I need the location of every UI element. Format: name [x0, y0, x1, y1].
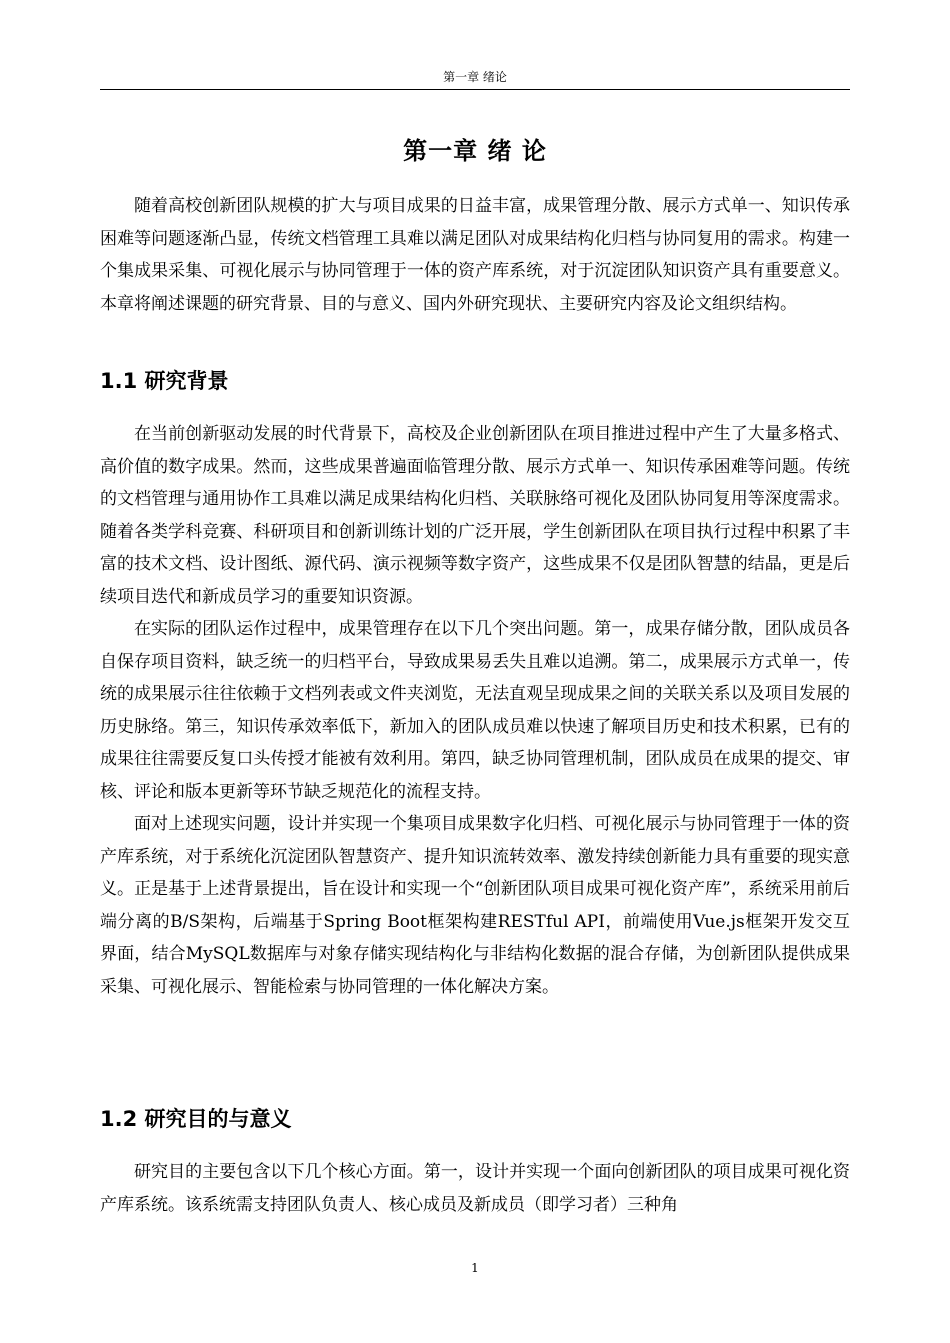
section-1-2-body	[100, 1156, 850, 1221]
body-paragraph: 研究目的主要包含以下几个核心方面。第一，设计并实现一个面向创新团队的项目成果可视化资产库系统。该系统需支持团队负责人、核心成员及新成员（即学习者）三种角	[100, 1162, 850, 1215]
section-heading-1-1: 1.1 研究背景	[100, 369, 229, 393]
section-heading-1-2: 1.2 研究目的与意义	[100, 1107, 292, 1131]
header-rule	[100, 89, 850, 90]
body-paragraph: 在当前创新驱动发展的时代背景下，高校及企业创新团队在项目推进过程中产生了大量多格式、高价值的数字成果。然而，这些成果普遍面临管理分散、展示方式单一、知识传承困难等问题。传统的文档管理与通用协作工具难以满足成果结构化归档、关联脉络可视化及团队协同复用等深度需求。随着各类学科竞赛、科研项目和创新训练计划的广泛开展，学生创新团队在项目执行过程中积累了丰富的技术文档、设计图纸、源代码、演示视频等数字资产，这些成果不仅是团队智慧的结晶，更是后续项目迭代和新成员学习的重要知识资源。	[100, 424, 850, 607]
body-paragraph: 在实际的团队运作过程中，成果管理存在以下几个突出问题。第一，成果存储分散，团队成员各自保存项目资料，缺乏统一的归档平台，导致成果易丢失且难以追溯。第二，成果展示方式单一，传统的成果展示往往依赖于文档列表或文件夹浏览，无法直观呈现成果之间的关联关系以及项目发展的历史脉络。第三，知识传承效率低下，新加入的团队成员难以快速了解项目历史和技术积累，已有的成果往往需要反复口头传授才能被有效利用。第四，缺乏协同管理机制，团队成员在成果的提交、审核、评论和版本更新等环节缺乏规范化的流程支持。	[100, 619, 850, 802]
running-header: 第一章 绪论	[443, 70, 507, 84]
chapter-intro	[100, 190, 850, 320]
section-1-1-body	[100, 418, 850, 1003]
chapter-title: 第一章 绪 论	[403, 137, 547, 165]
page-number: 1	[471, 1261, 479, 1275]
intro-paragraph: 随着高校创新团队规模的扩大与项目成果的日益丰富，成果管理分散、展示方式单一、知识传承困难等问题逐渐凸显，传统文档管理工具难以满足团队对成果结构化归档与协同复用的需求。构建一个集成果采集、可视化展示与协同管理于一体的资产库系统，对于沉淀团队知识资产具有重要意义。本章将阐述课题的研究背景、目的与意义、国内外研究现状、主要研究内容及论文组织结构。	[100, 196, 850, 314]
body-paragraph: 面对上述现实问题，设计并实现一个集项目成果数字化归档、可视化展示与协同管理于一体的资产库系统，对于系统化沉淀团队智慧资产、提升知识流转效率、激发持续创新能力具有重要的现实意义。正是基于上述背景提出，旨在设计和实现一个“创新团队项目成果可视化资产库”，系统采用前后端分离的B/S架构，后端基于Spring Boot框架构建RESTful API，前端使用Vue.js框架开发交互界面，结合MySQL数据库与对象存储实现结构化与非结构化数据的混合存储，为创新团队提供成果采集、可视化展示、智能检索与协同管理的一体化解决方案。	[100, 814, 850, 997]
